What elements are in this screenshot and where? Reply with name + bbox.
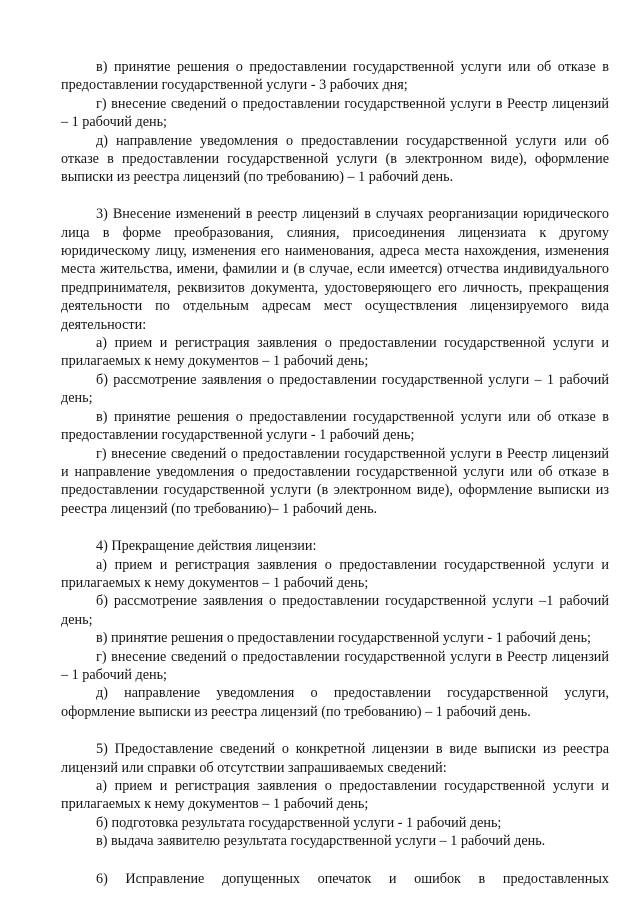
paragraph-3a: а) прием и регистрация заявления о предоставлении государственной услуги и прилагаемых к нему документов – 1 рабочий день; <box>61 335 609 370</box>
paragraph-3g: г) внесение сведений о предоставлении государственной услуги в Реестр лицензий и направление уведомления о предоставлении государственной услуги или об отказе в предоставлении государственной услуги (в электронном виде), оформление выписки из реестра лицензий (по требованию)– 1 рабочий день. <box>61 445 609 517</box>
paragraph-1g: г) внесение сведений о предоставлении государственной услуги в Реестр лицензий – 1 рабочий день; <box>61 95 609 131</box>
paragraph-1v: в) принятие решения о предоставлении государственной услуги или об отказе в предоставлении государственной услуги - 3 рабочих дня; <box>61 59 609 94</box>
document-page <box>61 58 609 888</box>
paragraph-5a: а) прием и регистрация заявления о предоставлении государственной услуги и прилагаемых к нему документов – 1 рабочий день; <box>61 778 609 813</box>
block-6-corrections <box>61 870 609 888</box>
paragraph-3v: в) принятие решения о предоставлении государственной услуги или об отказе в предоставлении государственной услуги - 1 рабочий день; <box>61 408 609 444</box>
section-6-heading: 6) Исправление допущенных опечаток и ошибок в предоставленных <box>96 870 609 887</box>
section-3-heading: 3) Внесение изменений в реестр лицензий в случаях реорганизации юридического лица в форме преобразования, слияния, присоединения лицензиата к другому юридическому лицу, изменения его наименования, адреса места нахождения, изменения места жительства, имени, фамилии и (в случае, если имеется) отчества индивидуального предпринимателя, реквизитов документа, удостоверяющего его личность, прекращения деятельности по отдельным адресам мест осуществления лицензируемого вида деятельности: <box>61 206 609 333</box>
paragraph-4b: б) рассмотрение заявления о предоставлении государственной услуги –1 рабочий день; <box>61 593 609 628</box>
block-3-changes <box>61 205 609 518</box>
paragraph-5b: б) подготовка результата государственной услуги - 1 рабочий день; <box>96 814 502 831</box>
paragraph-3b: б) рассмотрение заявления о предоставлении государственной услуги – 1 рабочий день; <box>61 371 609 407</box>
paragraph-5v: в) выдача заявителю результата государственной услуги – 1 рабочий день. <box>96 833 546 850</box>
paragraph-4a: а) прием и регистрация заявления о предоставлении государственной услуги и прилагаемых к нему документов – 1 рабочий день; <box>61 556 609 591</box>
block-5-info <box>61 740 609 850</box>
block-4-termination <box>61 537 609 721</box>
block-1 <box>61 58 609 187</box>
paragraph-1d: д) направление уведомления о предоставлении государственной услуги или об отказе в предоставлении государственной услуги (в электронном виде), оформление выписки из реестра лицензий (по требованию) – 1 рабочий день. <box>61 132 609 186</box>
paragraph-4g: г) внесение сведений о предоставлении государственной услуги в Реестр лицензий – 1 рабочий день; <box>61 648 609 683</box>
section-4-heading: 4) Прекращение действия лицензии: <box>96 538 317 555</box>
paragraph-4d: д) направление уведомления о предоставлении государственной услуги, оформление выписки из реестра лицензий (по требованию) – 1 рабочий день. <box>61 685 609 720</box>
section-5-heading: 5) Предоставление сведений о конкретной лицензии в виде выписки из реестра лицензий или справки об отсутствии запрашиваемых сведений: <box>61 741 609 776</box>
paragraph-4v: в) принятие решения о предоставлении государственной услуги - 1 рабочий день; <box>96 630 591 647</box>
